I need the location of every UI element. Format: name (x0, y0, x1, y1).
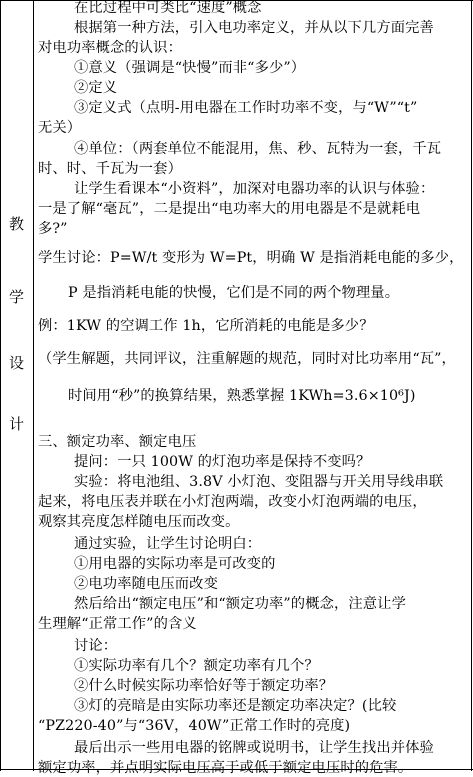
text-line: 根据第一种方法，引入电功率定义，并从以下几方面完善 (74, 20, 434, 36)
text-line: 生理解“正常工作”的含义 (38, 616, 197, 632)
text-line: （学生解题，共同评议，注重解题的规范，同时对比功率用“瓦”， (38, 351, 456, 367)
text-line: “PZ220-40”与“36V，40W”正常工作时的亮度) (38, 718, 351, 734)
text-line: 多?” (38, 221, 68, 237)
text-line: ①用电器的实际功率是可改变的 (74, 556, 276, 572)
text-line: 额定功率，并点明实际电压高于或低于额定电压时的危害。 (38, 760, 413, 776)
text-line: ③灯的亮暗是由实际功率还是额定功率决定？(比较 (74, 698, 397, 714)
side-label-char: 学 (9, 288, 25, 306)
text-line: 实验：将电池组、3.8V 小灯泡、变阻器与开关用导线串联 (74, 474, 444, 490)
text-line: 通过实验，让学生讨论明白： (74, 536, 262, 552)
text-line: ①实际功率有几个？额定功率有几个？ (74, 658, 319, 674)
text-line: ②什么时候实际功率恰好等于额定功率？ (74, 678, 334, 694)
text-line: 一是了解“毫瓦”，二是提出“电功率大的用电器是不是就耗电 (38, 201, 421, 217)
text-line: 对电功率概念的认识： (38, 40, 182, 56)
text-line: ②电功率随电压而改变 (74, 576, 218, 592)
side-label-column (0, 1, 34, 771)
text-line: ④单位：（两套单位不能混用，焦、秒、瓦特为一套，千瓦 (74, 141, 442, 157)
text-line: 时间用“秒”的换算结果，熟悉掌握 1KWh=3.6×10⁶J) (68, 388, 416, 404)
table-right-border (471, 1, 472, 771)
text-line: 然后给出“额定电压”和“额定功率”的概念，注意让学 (74, 596, 406, 612)
text-line: 例：1KW 的空调工作 1h，它所消耗的电能是多少？ (38, 318, 374, 334)
text-line: 三、额定功率、额定电压 (38, 434, 197, 450)
text-line: ③定义式（点明-用电器在工作时功率不变，与“W”“t” (74, 100, 418, 116)
text-line: 提问：一只 100W 的灯泡功率是保持不变吗？ (74, 454, 371, 470)
text-line: 最后出示一些用电器的铭牌或说明书，让学生找出并体验 (74, 740, 434, 756)
side-label-char: 教 (9, 215, 25, 233)
text-line: 学生讨论：P=W/t 变形为 W=Pt，明确 W 是指消耗电能的多少， (38, 250, 464, 266)
text-line: P 是指消耗电能的快慢，它们是不同的两个物理量。 (68, 285, 400, 301)
text-line: 在比过程中可类比“速度”概念 (74, 0, 262, 16)
text-line: ①意义（强调是“快慢”而非“多少”） (74, 60, 306, 76)
side-label-char: 计 (9, 415, 25, 433)
text-line: 无关） (38, 120, 82, 136)
text-line: 让学生看课本“小资料”，加深对电器功率的认识与体验： (74, 181, 435, 197)
side-label-char: 设 (9, 354, 25, 372)
text-line: 观察其亮度怎样随电压而改变。 (38, 514, 240, 530)
text-line: ②定义 (74, 80, 118, 96)
text-line: 时、时、千瓦为一套） (38, 161, 182, 177)
text-line: 起来，将电压表并联在小灯泡两端，改变小灯泡两端的电压， (38, 494, 427, 510)
text-line: 讨论： (74, 638, 118, 654)
